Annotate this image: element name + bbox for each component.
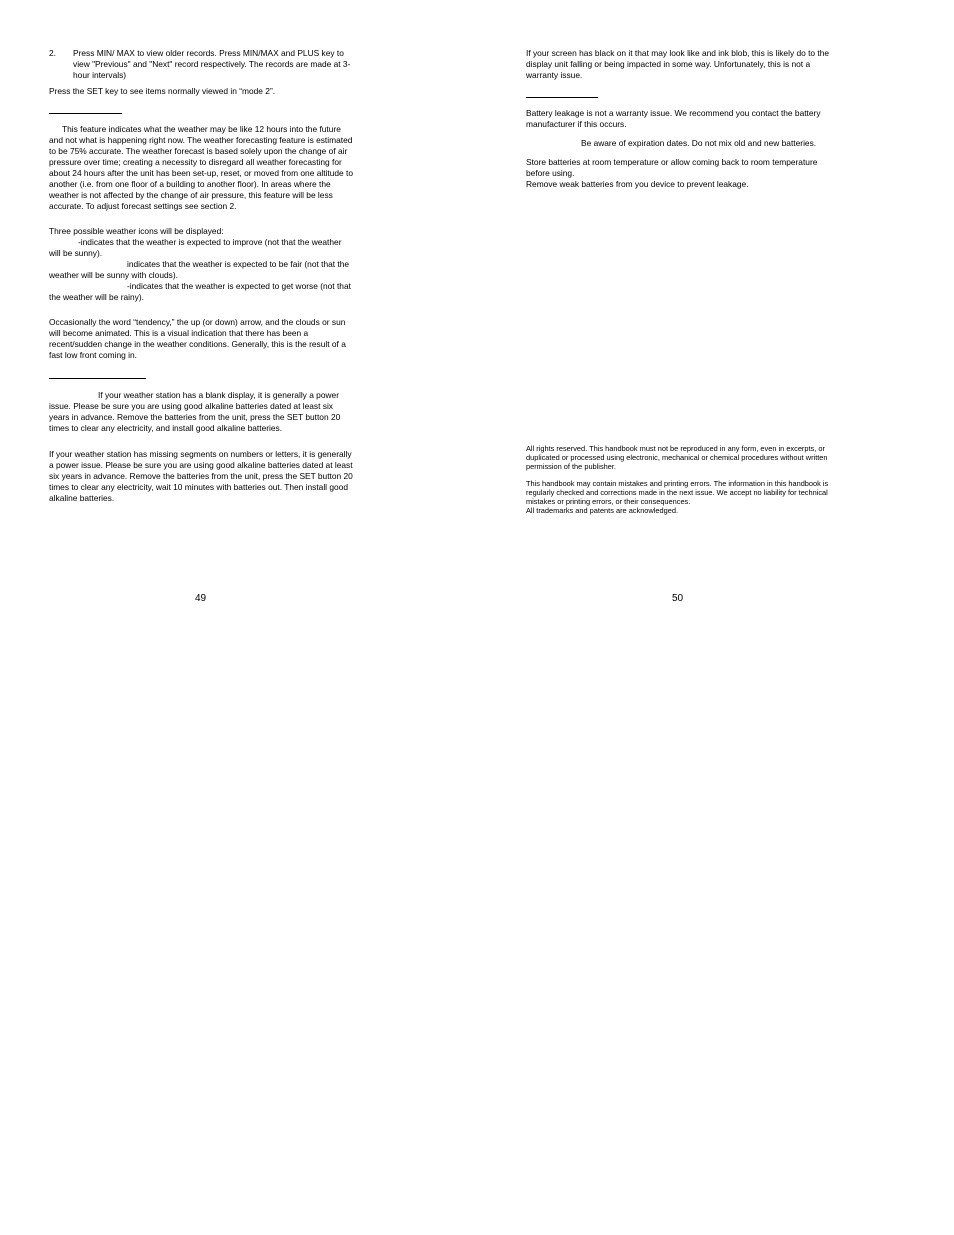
expiration-paragraph: Be aware of expiration dates. Do not mix old and new batteries. [581, 138, 817, 148]
forecast-paragraph: This feature indicates what the weather may be like 12 hours into the future and not what is happening right now. The weather forecasting feature is estimated to be 75% accurate. The weather forecast is based solely upon the change of air pressure over time; creating a necessity to disregard all weather forecasting for about 24 hours after the unit has been set-up, reset, or moved from one altitude to another (i.e. from one floor of a building to another floor). In areas where the weather is not affected by the change of air pressure, this feature will be less accurate. To adjust forecast settings see section 2. [49, 124, 354, 211]
tendency-paragraph: Occasionally the word “tendency,” the up (or down) arrow, and the clouds or sun will become animated. This is a visual indication that there has been a recent/sudden change in the weather conditions. Generally, this is the result of a fast low front coming in. [49, 317, 346, 360]
rights-paragraph: All rights reserved. This handbook must not be reproduced in any form, even in excerpts, or duplicated or processed using electronic, mechanical or chemical procedures without written permission of the publisher. [526, 444, 828, 471]
right-page [526, 48, 834, 195]
section-rule-batteries [526, 97, 598, 98]
trademarks-line: All trademarks and patents are acknowledged. [526, 506, 679, 515]
section-rule-troubleshooting [49, 378, 146, 379]
store-batteries-line: Store batteries at room temperature or allow coming back to room temperature before using. [526, 157, 818, 178]
page-number-right: 50 [672, 593, 684, 604]
icons-intro: Three possible weather icons will be displayed: [49, 226, 224, 236]
list-number: 2. [49, 48, 56, 58]
left-page [49, 48, 355, 509]
page-number-left: 49 [195, 593, 207, 604]
legal-notice [526, 444, 832, 520]
icon-fair-text: indicates that the weather is expected to be fair (not that the weather will be sunny with clouds). [49, 259, 350, 280]
list-item-2 [49, 48, 355, 81]
list-item-text: Press MIN/ MAX to view older records. Press MIN/MAX and PLUS key to view "Previous" and "Next" record respectively. The records are made at 3-hour intervals) [73, 48, 351, 80]
mistakes-paragraph: This handbook may contain mistakes and printing errors. The information in this handbook is regularly checked and corrections made in the next issue. We accept no liability for technical mistakes or printing errors, or their consequences. [526, 479, 829, 506]
blank-display-paragraph: If your weather station has a blank display, it is generally a power issue. Please be sure you are using good alkaline batteries dated at least six years in advance. Remove the batteries from the unit, press the SET button 20 times to clear any electricity, and install good alkaline batteries. [49, 390, 341, 433]
remove-batteries-line: Remove weak batteries from you device to prevent leakage. [526, 179, 749, 189]
section-rule-forecast [49, 113, 122, 114]
black-screen-paragraph: If your screen has black on it that may look like and ink blob, this is likely do to the display unit falling or being impacted in some way. Unfortunately, this is not a warranty issue. [526, 48, 830, 80]
set-key-text: Press the SET key to see items normally viewed in “mode 2”. [49, 86, 276, 96]
icon-worse-text: -indicates that the weather is expected to get worse (not that the weather will be rainy). [49, 281, 351, 302]
missing-segments-paragraph: If your weather station has missing segments on numbers or letters, it is generally a power issue. Please be sure you are using good alkaline batteries dated at least six years in advance. Remove the batteries from the unit, press the SET button 20 times to clear any electricity, wait 10 minutes with batteries out. Then install good alkaline batteries. [49, 449, 353, 503]
icon-improve-text: -indicates that the weather is expected to improve (not that the weather will be sunny). [49, 237, 342, 258]
leakage-paragraph: Battery leakage is not a warranty issue. We recommend you contact the battery manufacturer if this occurs. [526, 108, 821, 129]
